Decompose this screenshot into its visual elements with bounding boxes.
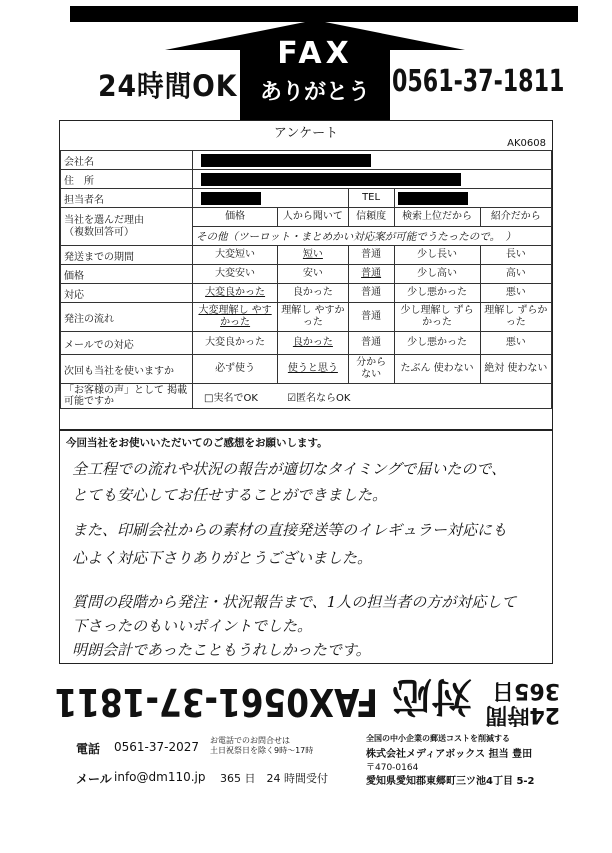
price-option-0[interactable]: 大変安い <box>193 265 278 284</box>
voice-label: 「お客様の声」として 掲載可能ですか <box>61 384 193 409</box>
mail-option-3[interactable]: 少し悪かった <box>394 332 480 355</box>
comment-line-5: 下さったのもいいポイントでした。 <box>72 617 313 635</box>
comment-line-4: 質問の段階から発注・状況報告まで、1人の担当者の方が対応して <box>72 593 517 611</box>
mail-label: メールでの対応 <box>61 332 193 355</box>
reason-other[interactable]: その他（ツーロット・まとめかい対応案が可能でうたったので。 ） <box>193 227 552 246</box>
banner-taio: 対応 <box>392 673 472 719</box>
tel-field[interactable] <box>394 189 552 208</box>
fax-banner <box>54 664 560 728</box>
delivery-option-2[interactable]: 普通 <box>348 246 394 265</box>
tel-label: TEL <box>348 189 394 208</box>
banner-side <box>485 678 560 726</box>
comment-line-2: また、印刷会社からの素材の直接発送等のイレギュラー対応にも <box>72 521 508 539</box>
reason-sub: （複数回答可） <box>64 226 134 238</box>
thanks-text: ありがとう <box>259 80 370 105</box>
comment-title: 今回当社をお使いいただいてのご感想をお願いします。 <box>66 437 328 449</box>
next-option-3[interactable]: たぶん 使わない <box>394 355 480 384</box>
footer-zip: 〒470-0164 <box>366 763 419 773</box>
flow-option-1[interactable]: 理解し やすかった <box>278 303 349 332</box>
mail-option-4[interactable]: 悪い <box>480 332 551 355</box>
flow-option-4[interactable]: 理解し ずらかった <box>480 303 551 332</box>
comment-line-6: 明朗会計であったこともうれしかったです。 <box>72 641 371 659</box>
fax-word: FAX <box>277 36 353 71</box>
banner-hours: 24時間 <box>485 702 560 727</box>
footer-mail[interactable]: info@dm110.jp <box>114 770 206 784</box>
footer-mail-label: メール <box>76 772 112 786</box>
survey-code: AK0608 <box>507 138 546 149</box>
footer-note <box>210 736 313 756</box>
response-option-3[interactable]: 少し悪かった <box>394 284 480 303</box>
price-option-2[interactable]: 普通 <box>348 265 394 284</box>
reason-option-0[interactable]: 価格 <box>193 208 278 227</box>
footer-note-2: 土日祝祭日を除く9時〜17時 <box>210 746 314 755</box>
survey-table <box>60 150 552 409</box>
next-option-1[interactable]: 使うと思う <box>278 355 349 384</box>
delivery-label: 発送までの期間 <box>61 246 193 265</box>
company-field[interactable] <box>193 151 552 170</box>
flow-option-0[interactable]: 大変理解し やすかった <box>193 303 278 332</box>
comment-line-1: とても安心してお任せすることができました。 <box>72 486 388 504</box>
footer-note-1: お電話でのお問合せは <box>210 736 290 745</box>
voice-anon-checkbox[interactable]: ☑匿名ならOK <box>287 392 351 404</box>
reason-option-3[interactable]: 検索上位だから <box>394 208 480 227</box>
reason-option-2[interactable]: 信頼度 <box>348 208 394 227</box>
response-option-2[interactable]: 普通 <box>348 284 394 303</box>
contact-label: 担当者名 <box>61 189 193 208</box>
comment-box <box>59 430 553 664</box>
response-option-1[interactable]: 良かった <box>278 284 349 303</box>
footer-tel[interactable]: 0561-37-2027 <box>114 740 200 754</box>
footer-tel-label: 電話 <box>76 742 101 756</box>
voice-real-checkbox[interactable]: □実名でOK <box>204 392 258 404</box>
response-label: 対応 <box>61 284 193 303</box>
price-option-3[interactable]: 少し高い <box>394 265 480 284</box>
footer-address: 愛知県愛知郡東郷町三ツ池4丁目 5-2 <box>366 776 535 787</box>
header-phone: 0561-37-1811 <box>392 64 565 99</box>
delivery-option-4[interactable]: 長い <box>480 246 551 265</box>
delivery-option-3[interactable]: 少し長い <box>394 246 480 265</box>
header-24h: 24時間OK <box>98 69 238 103</box>
reason-option-1[interactable]: 人から聞いて <box>278 208 349 227</box>
footer-hours: 365 日 24 時間受付 <box>220 772 328 785</box>
flow-option-2[interactable]: 普通 <box>348 303 394 332</box>
company-label: 会社名 <box>61 151 193 170</box>
banner-number: FAX0561-37-1811 <box>54 680 378 724</box>
mail-option-0[interactable]: 大変良かった <box>193 332 278 355</box>
flow-option-3[interactable]: 少し理解し ずらかった <box>394 303 480 332</box>
response-option-0[interactable]: 大変良かった <box>193 284 278 303</box>
address-field[interactable] <box>193 170 552 189</box>
price-option-1[interactable]: 安い <box>278 265 349 284</box>
delivery-option-0[interactable]: 大変短い <box>193 246 278 265</box>
comment-line-0: 全工程での流れや状況の報告が適切なタイミングで届いたので、 <box>72 460 507 478</box>
survey-box <box>59 120 553 430</box>
survey-title: アンケート <box>273 126 339 141</box>
reason-label: 当社を選んだ理由 <box>64 214 144 226</box>
price-label: 価格 <box>61 265 193 284</box>
voice-options <box>193 384 552 409</box>
mail-option-1[interactable]: 良かった <box>278 332 349 355</box>
reason-option-4[interactable]: 紹介だから <box>480 208 551 227</box>
address-label: 住 所 <box>61 170 193 189</box>
comment-line-3: 心よく対応下さりありがとうございました。 <box>72 549 373 567</box>
delivery-option-1[interactable]: 短い <box>278 246 349 265</box>
response-option-4[interactable]: 悪い <box>480 284 551 303</box>
mail-option-2[interactable]: 普通 <box>348 332 394 355</box>
contact-field[interactable] <box>193 189 349 208</box>
flow-label: 発注の流れ <box>61 303 193 332</box>
next-option-4[interactable]: 絶対 使わない <box>480 355 551 384</box>
next-option-2[interactable]: 分からない <box>348 355 394 384</box>
next-option-0[interactable]: 必ず使う <box>193 355 278 384</box>
footer-tagline: 全国の中小企業の郵送コストを削減する <box>366 734 510 743</box>
footer-company: 株式会社メディアボックス 担当 豊田 <box>366 749 533 760</box>
banner-days: 365日 <box>492 678 560 703</box>
price-option-4[interactable]: 高い <box>480 265 551 284</box>
next-label: 次回も当社を使いますか <box>61 355 193 384</box>
